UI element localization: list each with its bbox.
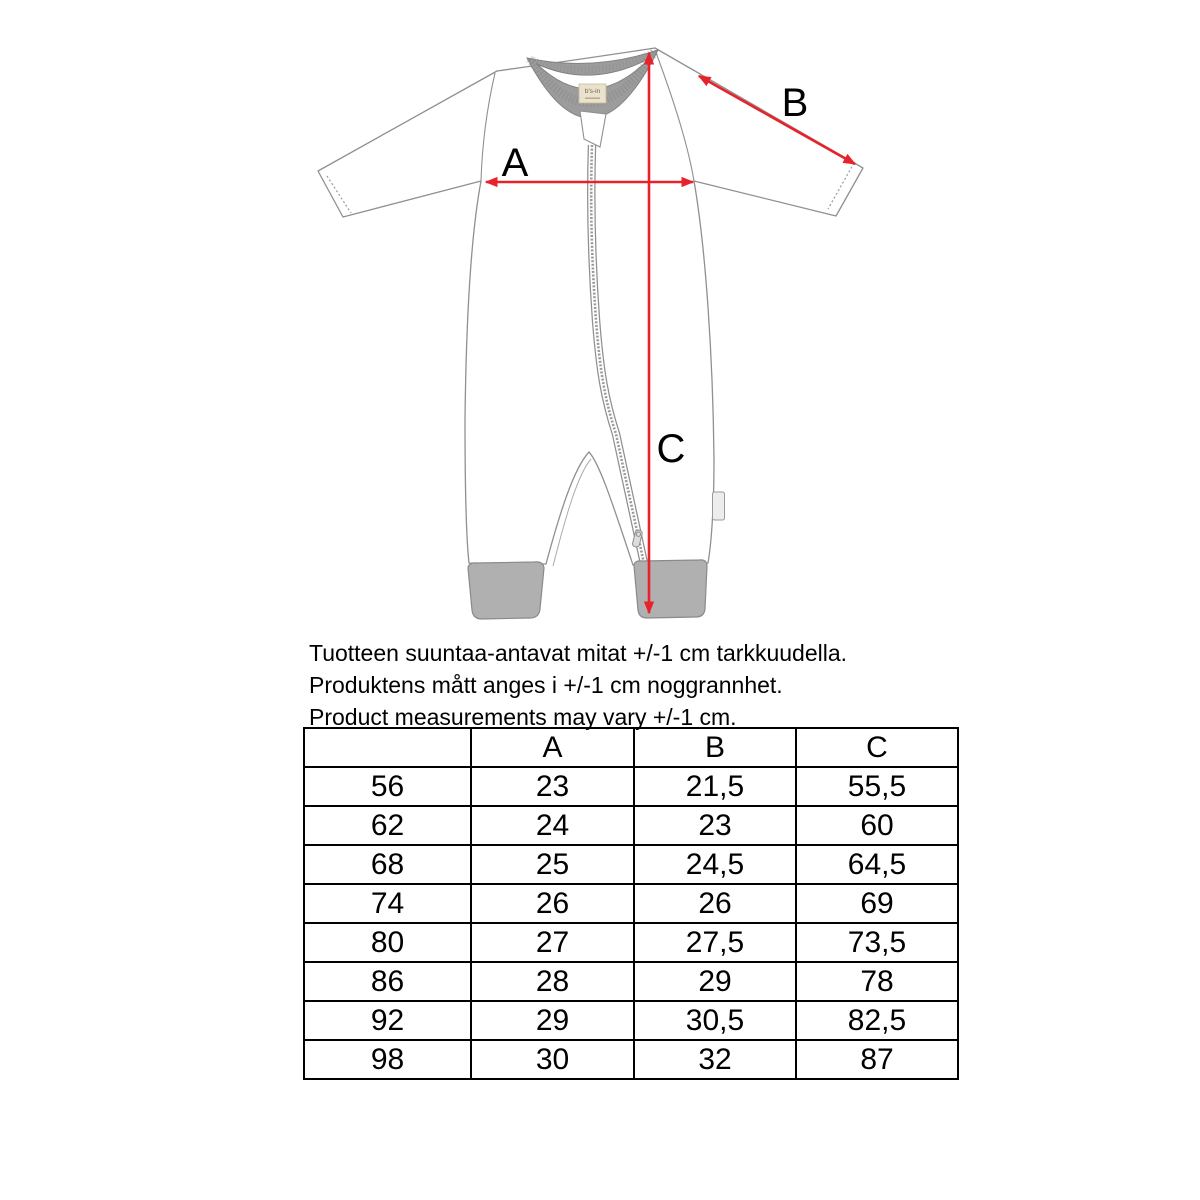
cell-b: 26 bbox=[634, 884, 796, 923]
note-english: Product measurements may vary +/-1 cm. bbox=[309, 704, 737, 730]
table-row bbox=[304, 845, 958, 884]
table-row bbox=[304, 923, 958, 962]
table-row bbox=[304, 1040, 958, 1079]
cell-a: 26 bbox=[471, 884, 634, 923]
cell-size: 80 bbox=[304, 923, 471, 962]
note-swedish: Produktens mått anges i +/-1 cm noggrannhet. bbox=[309, 672, 783, 698]
measure-label-c: C bbox=[656, 427, 686, 471]
cell-size: 56 bbox=[304, 767, 471, 806]
cell-c: 73,5 bbox=[796, 923, 958, 962]
cell-b: 32 bbox=[634, 1040, 796, 1079]
cell-c: 55,5 bbox=[796, 767, 958, 806]
header-b: B bbox=[634, 728, 796, 767]
header-size bbox=[304, 728, 471, 767]
measure-label-a: A bbox=[501, 141, 529, 185]
cell-c: 60 bbox=[796, 806, 958, 845]
table-row bbox=[304, 962, 958, 1001]
cell-size: 92 bbox=[304, 1001, 471, 1040]
table-row bbox=[304, 1001, 958, 1040]
side-seam-label bbox=[713, 492, 725, 520]
cell-b: 23 bbox=[634, 806, 796, 845]
cell-size: 98 bbox=[304, 1040, 471, 1079]
cell-a: 24 bbox=[471, 806, 634, 845]
table-row bbox=[304, 884, 958, 923]
cell-size: 74 bbox=[304, 884, 471, 923]
cell-size: 68 bbox=[304, 845, 471, 884]
cell-c: 64,5 bbox=[796, 845, 958, 884]
cell-c: 69 bbox=[796, 884, 958, 923]
header-a: A bbox=[471, 728, 634, 767]
cell-a: 30 bbox=[471, 1040, 634, 1079]
cell-c: 82,5 bbox=[796, 1001, 958, 1040]
cell-b: 30,5 bbox=[634, 1001, 796, 1040]
header-c: C bbox=[796, 728, 958, 767]
leg-cuff-left bbox=[468, 562, 544, 619]
cell-a: 29 bbox=[471, 1001, 634, 1040]
table-row bbox=[304, 806, 958, 845]
cell-size: 86 bbox=[304, 962, 471, 1001]
measure-label-b: B bbox=[781, 81, 809, 125]
cell-c: 87 bbox=[796, 1040, 958, 1079]
cell-b: 29 bbox=[634, 962, 796, 1001]
leg-cuff-right bbox=[634, 560, 707, 618]
cell-a: 25 bbox=[471, 845, 634, 884]
table-row bbox=[304, 767, 958, 806]
cell-a: 23 bbox=[471, 767, 634, 806]
cell-b: 24,5 bbox=[634, 845, 796, 884]
brand-tag-text: b's-in bbox=[584, 88, 601, 95]
cell-a: 28 bbox=[471, 962, 634, 1001]
size-table bbox=[303, 727, 959, 1080]
cell-b: 27,5 bbox=[634, 923, 796, 962]
cell-a: 27 bbox=[471, 923, 634, 962]
brand-tag bbox=[579, 84, 606, 103]
cell-b: 21,5 bbox=[634, 767, 796, 806]
note-finnish: Tuotteen suuntaa-antavat mitat +/-1 cm tarkkuudella. bbox=[309, 640, 848, 666]
table-header-row bbox=[304, 728, 958, 767]
cell-size: 62 bbox=[304, 806, 471, 845]
tolerance-notes bbox=[309, 637, 847, 733]
cell-c: 78 bbox=[796, 962, 958, 1001]
